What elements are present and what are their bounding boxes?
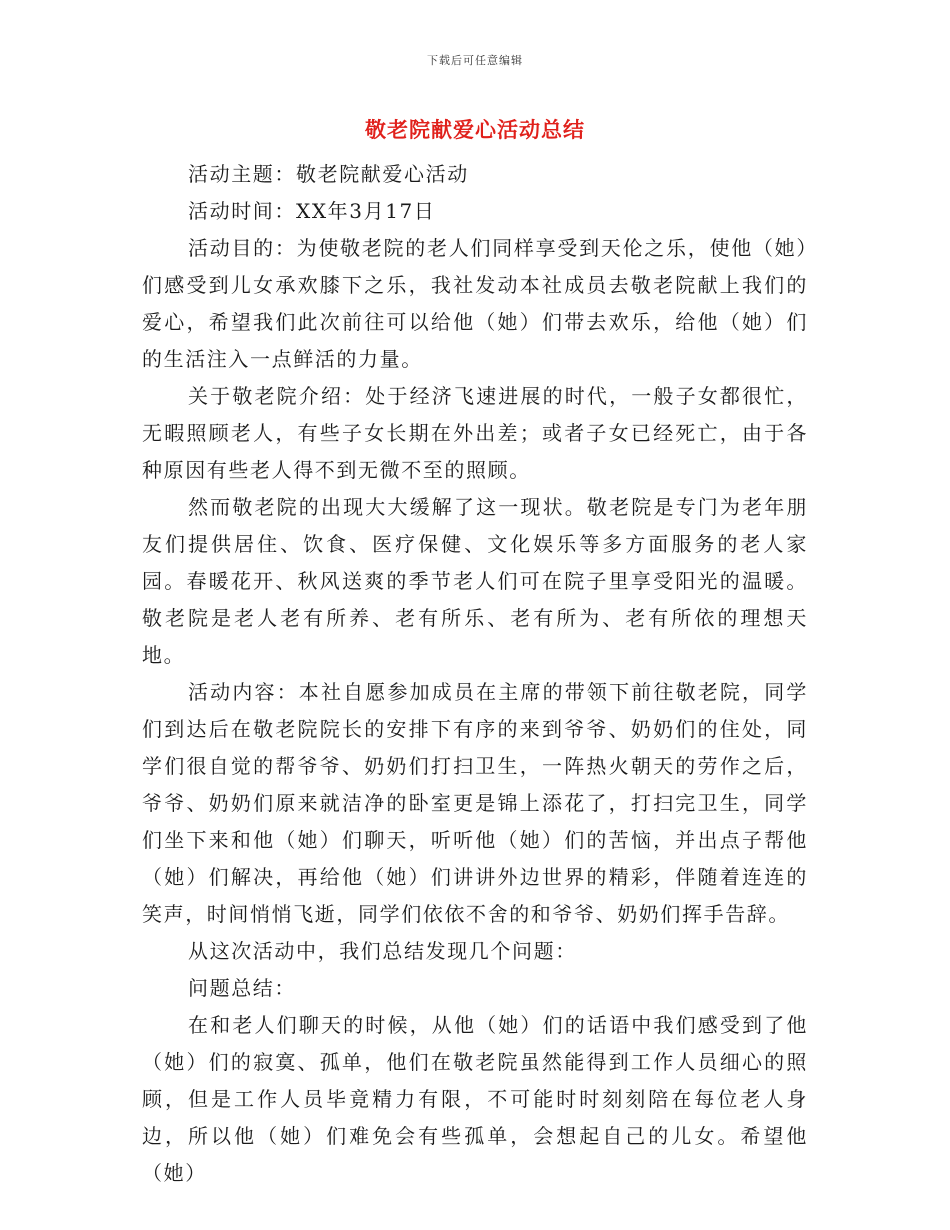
paragraph-activity-time: 活动时间：XX年3月17日 [188, 199, 436, 223]
paragraph-activity-content: 活动内容：本社自愿参加成员在主席的带领下前往敬老院，同学们到达后在敬老院院长的安排下有序的来到爷爷、奶奶们的住处，同学们很自觉的帮爷爷、奶奶们打扫卫生，一阵热火朝天的劳作之后，爷爷、奶奶们原来就洁净的卧室更是锦上添花了，打扫完卫生，同学们坐下来和他（她）们聊天，听听他（她）们的苦恼，并出点子帮他（她）们解决，再给他（她）们讲讲外边世界的精彩，伴随着连连的笑声，时间悄悄飞逝，同学们依依不舍的和爷爷、奶奶们挥手告辞。 [142, 680, 808, 926]
paragraph-nursing-home-description: 然而敬老院的出现大大缓解了这一现状。敬老院是专门为老年朋友们提供居住、饮食、医疗保健、文化娱乐等多方面服务的老人家园。春暖花开、秋风送爽的季节老人们可在院子里享受阳光的温暖。敬老院是老人老有所养、老有所乐、老有所为、老有所依的理想天地。 [142, 495, 808, 667]
paragraph-problem-summary: 在和老人们聊天的时候，从他（她）们的话语中我们感受到了他（她）们的寂寞、孤单，他们在敬老院虽然能得到工作人员细心的照顾，但是工作人员毕竟精力有限，不可能时时刻刻陪在每位老人身边，所以他（她）们难免会有些孤单，会想起自己的儿女。希望他（她） [142, 1013, 808, 1185]
paragraph-problem-summary-heading: 问题总结： [188, 976, 296, 1000]
paragraph-nursing-home-intro: 关于敬老院介绍：处于经济飞速进展的时代，一般子女都很忙，无暇照顾老人，有些子女长期在外出差；或者子女已经死亡，由于各种原因有些老人得不到无微不至的照顾。 [142, 384, 808, 482]
paragraph-activity-purpose: 活动目的：为使敬老院的老人们同样享受到天伦之乐，使他（她）们感受到儿女承欢膝下之乐，我社发动本社成员去敬老院献上我们的爱心，希望我们此次前往可以给他（她）们带去欢乐，给他（她）们的生活注入一点鲜活的力量。 [142, 236, 808, 371]
document-title: 敬老院献爱心活动总结 [365, 117, 585, 142]
document-body [142, 156, 808, 1192]
paragraph-activity-theme: 活动主题：敬老院献爱心活动 [188, 162, 469, 186]
page-header-note: 下载后可任意编辑 [427, 54, 523, 67]
paragraph-findings-intro: 从这次活动中，我们总结发现几个问题： [188, 939, 577, 963]
